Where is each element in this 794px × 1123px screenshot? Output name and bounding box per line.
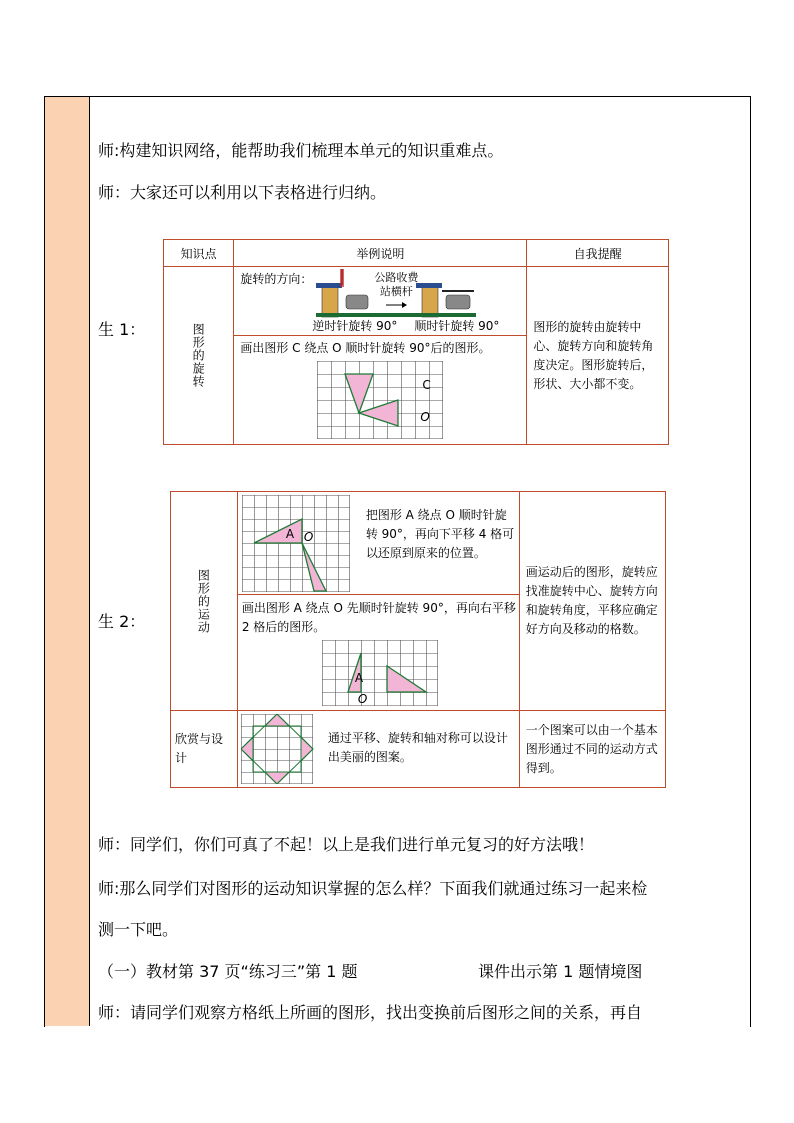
student-1-label: 生 1： — [98, 320, 146, 339]
motion-reminder-cell — [519, 492, 665, 711]
motion-example-2-cell — [237, 595, 519, 711]
motion-example-2-text: 画出图形 A 绕点 O 先顺时针旋转 90°，再向右平移 2 格后的图形。 — [241, 601, 516, 634]
rotation-direction-cell — [234, 267, 527, 336]
paragraph-4a: 师:那么同学们对图形的运动知识掌握的怎么样？下面我们就通过练习一起来检 — [98, 879, 648, 898]
point-o-label-2: O — [357, 692, 368, 706]
design-cell — [237, 711, 519, 788]
rotation-task-text: 画出图形 C 绕点 O 顺时针旋转 90°后的图形。 — [240, 341, 491, 355]
point-o-label: O — [420, 410, 430, 424]
topic-motion-cell — [171, 492, 238, 711]
paragraph-2: 师：大家还可以利用以下表格进行归纳。 — [98, 183, 387, 202]
topic-design: 欣赏与设计 — [175, 732, 224, 765]
topic-cell — [164, 267, 234, 445]
paragraph-6: 师：请同学们观察方格纸上所画的图形，找出变换前后图形之间的关系，再自 — [98, 1003, 643, 1022]
knowledge-table-rotation — [163, 239, 669, 445]
topic-motion: 图形的运动 — [196, 568, 211, 634]
toll-sign — [374, 271, 418, 299]
motion-grid-1 — [242, 495, 352, 593]
knowledge-table-motion — [170, 491, 666, 788]
shape-a-label-2: A — [354, 671, 364, 685]
paragraph-5a: （一）教材第 37 页“练习三”第 1 题 — [98, 962, 358, 981]
rotation-direction-label: 旋转的方向： — [240, 272, 313, 286]
shape-a-label-1: A — [285, 527, 295, 541]
topic-rotation: 图形的旋转 — [191, 323, 206, 388]
design-text: 通过平移、旋转和轴对称可以设计出美丽的图案。 — [327, 731, 508, 764]
toll-sign-line2: 站横杆 — [379, 285, 413, 298]
student-2-label: 生 2： — [98, 612, 146, 631]
rotation-task-cell — [234, 336, 527, 445]
motion-reminder-text: 画运动后的图形，旋转应找准旋转中心、旋转方向和旋转角度，平移应确定好方向及移动的格数。 — [525, 565, 658, 636]
topic-design-cell — [171, 711, 238, 788]
header-topic: 知识点 — [164, 240, 234, 267]
paragraph-4b: 测一下吧。 — [98, 920, 179, 939]
reminder-cell — [527, 267, 669, 445]
motion-example-1-text: 把图形 A 绕点 O 顺时针旋转 90°，再向下平移 4 格可以还原到原来的位置。 — [365, 508, 515, 560]
point-o-label-1: O — [303, 530, 314, 544]
motion-grid-2 — [322, 640, 440, 706]
motion-example-1-cell — [237, 492, 519, 595]
design-pattern — [241, 714, 315, 784]
reminder-text: 图形的旋转由旋转中心、旋转方向和旋转角度决定。图形旋转后，形状、大小都不变。 — [533, 319, 654, 391]
paragraph-1: 师:构建知识网络，能帮助我们梳理本单元的知识重难点。 — [98, 141, 504, 160]
design-reminder-text: 一个图案可以由一个基本图形通过不同的运动方式得到。 — [525, 722, 658, 775]
header-example: 举例说明 — [234, 240, 527, 267]
toll-sign-line1: 公路收费 — [374, 271, 419, 284]
header-reminder: 自我提醒 — [527, 240, 669, 267]
paragraph-5b: 课件出示第 1 题情境图 — [478, 962, 643, 981]
shape-c-label: C — [422, 378, 431, 392]
rotation-grid — [317, 361, 445, 439]
cw-label: 顺时针旋转 90° — [414, 319, 500, 333]
ccw-label: 逆时针旋转 90° — [312, 319, 398, 333]
design-reminder-cell — [519, 711, 665, 788]
paragraph-3: 师：同学们，你们可真了不起！以上是我们进行单元复习的好方法哦！ — [98, 835, 595, 854]
